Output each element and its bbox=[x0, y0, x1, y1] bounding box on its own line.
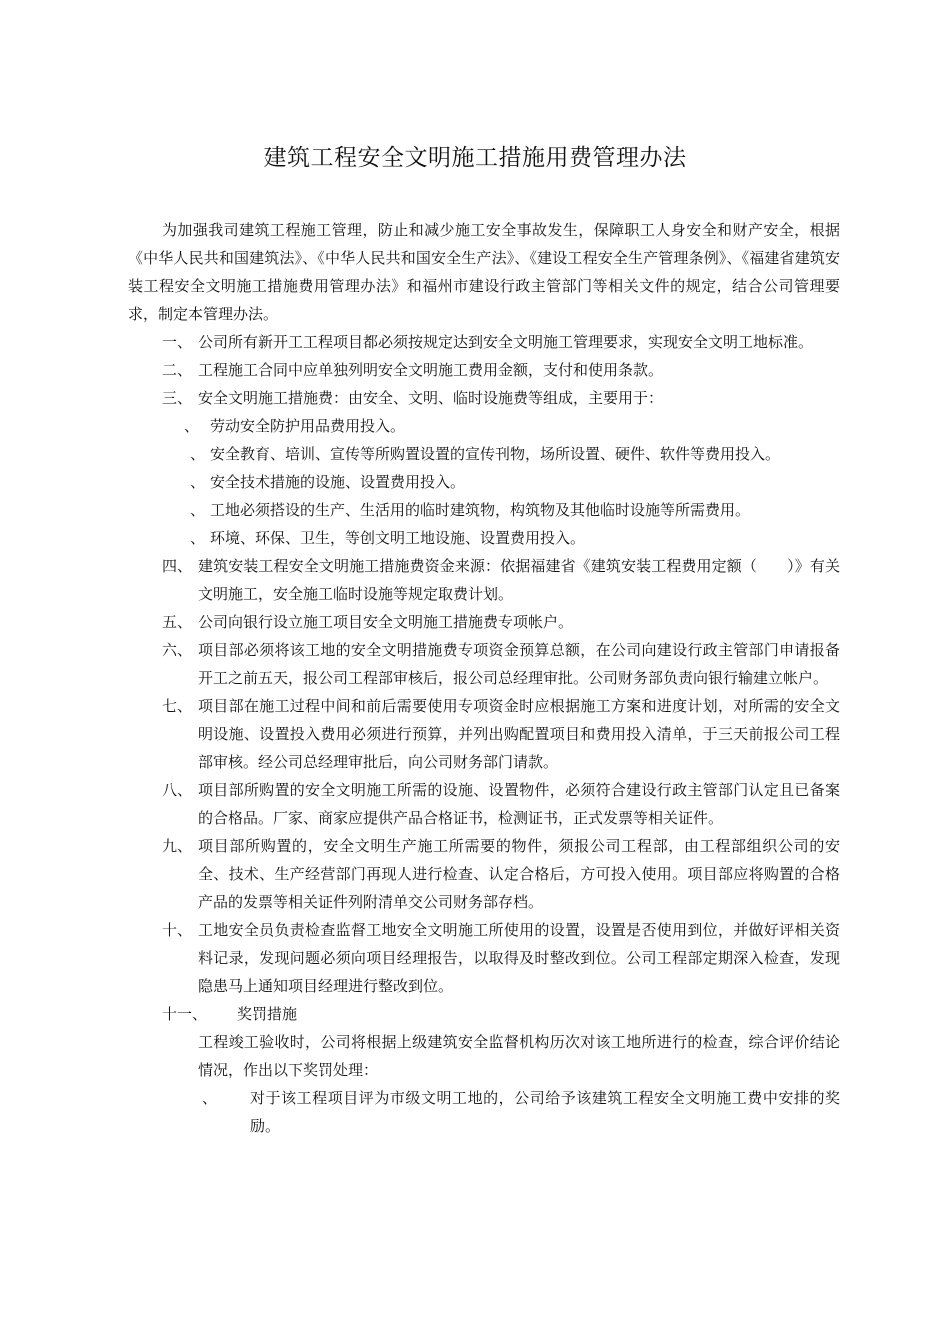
clause-5 bbox=[128, 608, 840, 636]
clause-number: 十、 bbox=[162, 921, 193, 939]
document-title: 建筑工程安全文明施工措施用费管理办法 bbox=[263, 145, 687, 171]
clause-10 bbox=[128, 916, 840, 1000]
clause-heading-label: 奖罚措施 bbox=[237, 1005, 298, 1023]
clause-number: 一、 bbox=[162, 333, 193, 351]
clause-number: 八、 bbox=[162, 781, 193, 799]
sub-item-4 bbox=[128, 496, 840, 524]
sub-item-mark: 、 bbox=[190, 445, 206, 463]
clause-text: 项目部在施工过程中间和前后需要使用专项资金时应根据施工方案和进度计划，对所需的安全文明设施、设置投入费用必须进行预算，并列出购配置项目和费用投入清单，于三天前报公司工程部审核。经公司总经理审批后，向公司财务部门请款。 bbox=[198, 697, 840, 771]
sub-item-text: 环境、环保、卫生，等创文明工地设施、设置费用投入。 bbox=[210, 529, 586, 547]
clause-6 bbox=[128, 636, 840, 692]
clause-text: 项目部必须将该工地的安全文明措施费专项资金预算总额，在公司向建设行政主管部门申请报备开工之前五天，报公司工程部审核后，报公司总经理审批。公司财务部负责向银行输建立帐户。 bbox=[198, 641, 840, 687]
clause-number: 五、 bbox=[162, 613, 193, 631]
clause-text: 公司向银行设立施工项目安全文明施工措施费专项帐户。 bbox=[198, 613, 574, 631]
bullet-text: 对于该工程项目评为市级文明工地的，公司给予该建筑工程安全文明施工费中安排的奖励。 bbox=[250, 1089, 840, 1135]
clause-1 bbox=[128, 328, 840, 356]
clause-7 bbox=[128, 692, 840, 776]
reward-bullet bbox=[128, 1084, 840, 1140]
clause-8 bbox=[128, 776, 840, 832]
clause-number: 二、 bbox=[162, 361, 193, 379]
clause-11-heading bbox=[128, 1000, 840, 1028]
sub-item-text: 劳动安全防护用品费用投入。 bbox=[210, 417, 406, 435]
sub-item-3 bbox=[128, 468, 840, 496]
clause-text: 建筑安装工程安全文明施工措施费资金来源：依据福建省《建筑安装工程费用定额（ ）》有关文明施工，安全施工临时设施等规定取费计划。 bbox=[198, 557, 840, 603]
bullet-mark: 、 bbox=[202, 1089, 218, 1107]
sub-item-text: 安全教育、培训、宣传等所购置设置的宣传刊物，场所设置、硬件、软件等费用投入。 bbox=[210, 445, 781, 463]
clause-3 bbox=[128, 384, 840, 412]
intro-paragraph: 为加强我司建筑工程施工管理，防止和减少施工安全事故发生，保障职工人身安全和财产安全，根据《中华人民共和国建筑法》、《中华人民共和国安全生产法》、《建设工程安全生产管理条例》、《福建省建筑安装工程安全文明施工措施费用管理办法》和福州市建设行政主管部门等相关文件的规定，结合公司管理要求，制定本管理办法。 bbox=[128, 221, 840, 323]
clause-2 bbox=[128, 356, 840, 384]
sub-item-1 bbox=[128, 412, 840, 440]
clause-number: 九、 bbox=[162, 837, 193, 855]
clause-number: 六、 bbox=[162, 641, 193, 659]
sub-item-mark: 、 bbox=[190, 501, 206, 519]
clause-text: 项目部所购置的，安全文明生产施工所需要的物件，须报公司工程部，由工程部组织公司的安全、技术、生产经营部门再现人进行检查、认定合格后，方可投入使用。项目部应将购置的合格产品的发票等相关证件列附清单交公司财务部存档。 bbox=[198, 837, 840, 911]
clause-4 bbox=[128, 552, 840, 608]
document-body bbox=[128, 216, 840, 1140]
clause-11-text: 工程竣工验收时，公司将根据上级建筑安全监督机构历次对该工地所进行的检查，综合评价结论情况，作出以下奖罚处理： bbox=[198, 1033, 840, 1079]
clause-text: 公司所有新开工工程项目都必须按规定达到安全文明施工管理要求，实现安全文明工地标准。 bbox=[198, 333, 814, 351]
clause-number: 三、 bbox=[162, 389, 193, 407]
clause-number: 七、 bbox=[162, 697, 193, 715]
clause-text: 安全文明施工措施费：由安全、文明、临时设施费等组成，主要用于： bbox=[198, 389, 664, 407]
clause-number: 十一、 bbox=[162, 1005, 208, 1023]
clause-number: 四、 bbox=[162, 557, 193, 575]
sub-item-mark: 、 bbox=[184, 417, 200, 435]
sub-item-text: 安全技术措施的设施、设置费用投入。 bbox=[210, 473, 466, 491]
clause-text: 工地安全员负责检查监督工地安全文明施工所使用的设置，设置是否使用到位，并做好评相关资料记录，发现问题必须向项目经理报告，以取得及时整改到位。公司工程部定期深入检查，发现隐患马上通知项目经理进行整改到位。 bbox=[198, 921, 840, 995]
clause-text: 项目部所购置的安全文明施工所需的设施、设置物件，必须符合建设行政主管部门认定且已备案的合格品。厂家、商家应提供产品合格证书，检测证书，正式发票等相关证件。 bbox=[198, 781, 840, 827]
sub-item-2 bbox=[128, 440, 840, 468]
sub-item-text: 工地必须搭设的生产、生活用的临时建筑物，构筑物及其他临时设施等所需费用。 bbox=[210, 501, 751, 519]
clause-9 bbox=[128, 832, 840, 916]
clause-text: 工程施工合同中应单独列明安全文明施工费用金额，支付和使用条款。 bbox=[198, 361, 664, 379]
sub-item-5 bbox=[128, 524, 840, 552]
sub-item-mark: 、 bbox=[190, 529, 206, 547]
sub-item-mark: 、 bbox=[190, 473, 206, 491]
